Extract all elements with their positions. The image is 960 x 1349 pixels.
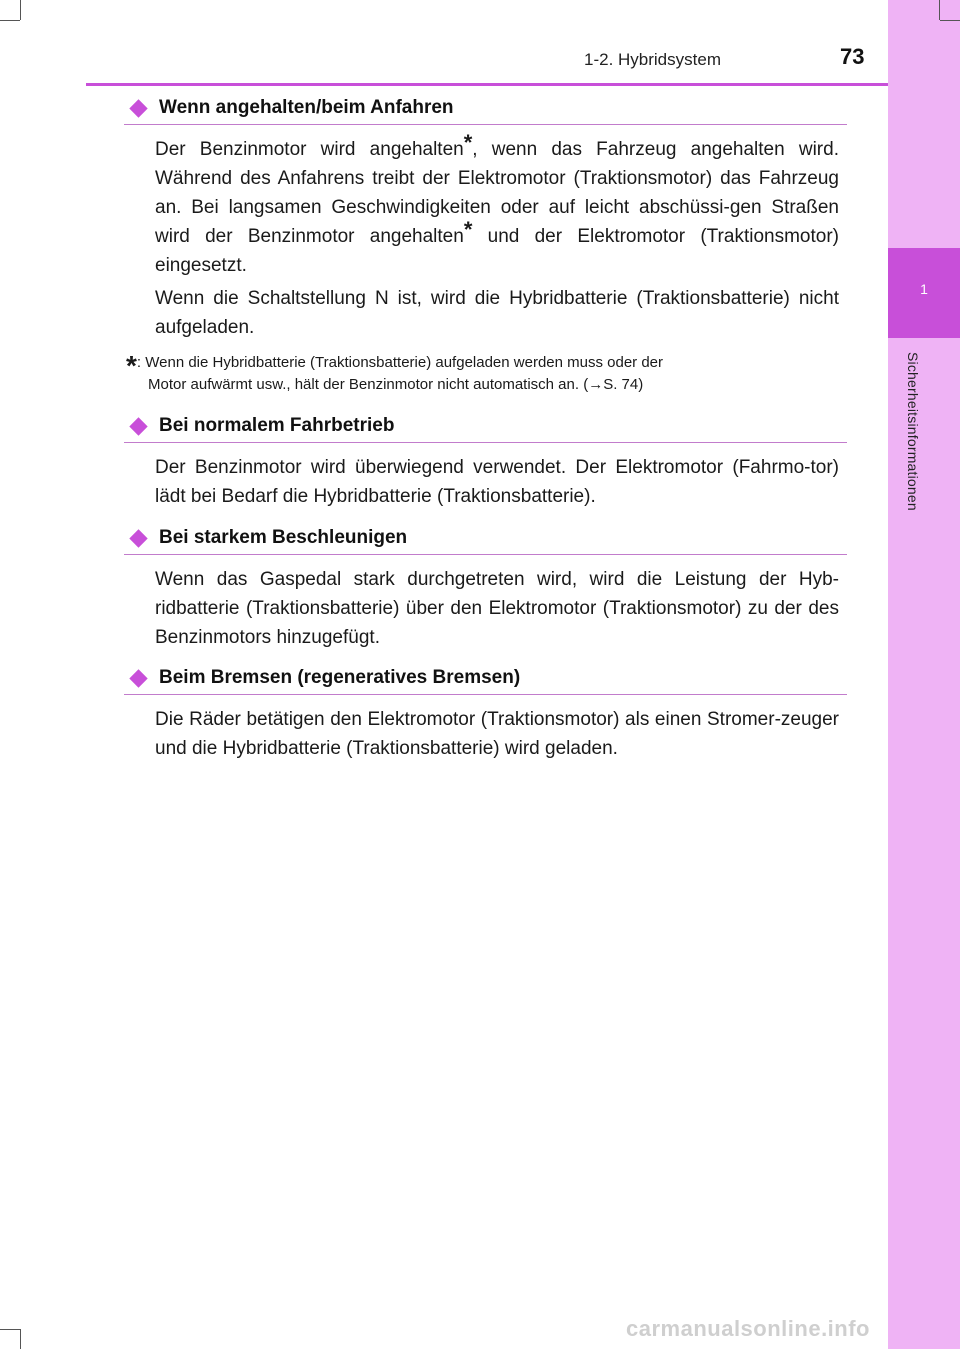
section-title-text: Bei normalem Fahrbetrieb <box>159 415 395 436</box>
paragraph-normal-driving: Der Benzinmotor wird überwiegend verwendet. Der Elektromotor (Fahrmo-tor) lädt bei Bedarf die Hybridbatterie (Traktionsbatterie). <box>155 457 839 507</box>
crop-mark <box>0 20 20 21</box>
side-tab-chapter-label: Sicherheitsinformationen <box>905 352 921 511</box>
diamond-bullet-icon <box>129 99 147 117</box>
section-rule <box>124 554 847 555</box>
diamond-bullet-icon <box>129 669 147 687</box>
diamond-bullet-icon <box>129 529 147 547</box>
section-title-stop-start <box>128 95 454 121</box>
side-tab-strip <box>888 0 960 1349</box>
diamond-bullet-icon <box>129 417 147 435</box>
paragraph-braking: Die Räder betätigen den Elektromotor (Traktionsmotor) als einen Stromer-zeuger und die Hybridbatterie (Traktionsbatterie) wird geladen. <box>155 709 839 759</box>
section-rule <box>124 442 847 443</box>
header-section-title: 1-2. Hybridsystem <box>584 50 721 69</box>
section-title-text: Bei starkem Beschleunigen <box>159 527 408 548</box>
section-rule <box>124 124 847 125</box>
footnote-marker: * <box>126 350 137 381</box>
footnote <box>126 352 839 396</box>
side-tab-chapter-number: 1 <box>920 281 928 297</box>
asterisk-marker: * <box>463 129 473 155</box>
paragraph-text: und der Elektromotor (Traktionsmotor) eingesetzt. <box>155 226 839 276</box>
page-number: 73 <box>840 44 865 69</box>
watermark: carmanualsonline.info <box>626 1316 870 1341</box>
crop-mark <box>940 20 960 21</box>
crop-mark <box>20 0 21 20</box>
section-title-normal-driving <box>128 413 394 439</box>
footnote-line1: : Wenn die Hybridbatterie (Traktionsbatterie) aufgeladen werden muss oder der <box>136 354 664 371</box>
section-title-acceleration <box>128 525 407 551</box>
section-title-braking <box>128 665 520 691</box>
paragraph-text: Der Benzinmotor wird angehalten <box>155 139 464 160</box>
crop-mark <box>939 0 940 20</box>
footnote-line2: Motor aufwärmt usw., hält der Benzinmotor nicht automatisch an. (→S. 74) <box>148 376 644 393</box>
paragraph-text: , wenn das Fahrzeug angehalten wird. Während des Anfahrens treibt der Elektromotor (Traktionsmotor) das Fahrzeug an. Bei langsamen Geschwindigkeiten oder auf leicht abschüssi-gen Straßen wird der Benzinmotor angehalten <box>155 139 839 247</box>
section-title-text: Beim Bremsen (regeneratives Bremsen) <box>159 667 521 688</box>
paragraph-acceleration: Wenn das Gaspedal stark durchgetreten wird, wird die Leistung der Hyb-ridbatterie (Traktionsbatterie) über den Elektromotor (Traktionsmotor) zu der des Benzinmotors hinzugefügt. <box>155 569 839 648</box>
section-rule <box>124 694 847 695</box>
paragraph-stop-start <box>155 129 839 280</box>
paragraph-neutral: Wenn die Schaltstellung N ist, wird die Hybridbatterie (Traktionsbatterie) nicht aufgeladen. <box>155 288 839 338</box>
crop-mark <box>20 1329 21 1349</box>
header-rule <box>86 83 888 86</box>
asterisk-marker: * <box>463 216 473 242</box>
section-title-text: Wenn angehalten/beim Anfahren <box>159 97 454 118</box>
crop-mark <box>0 1329 20 1330</box>
